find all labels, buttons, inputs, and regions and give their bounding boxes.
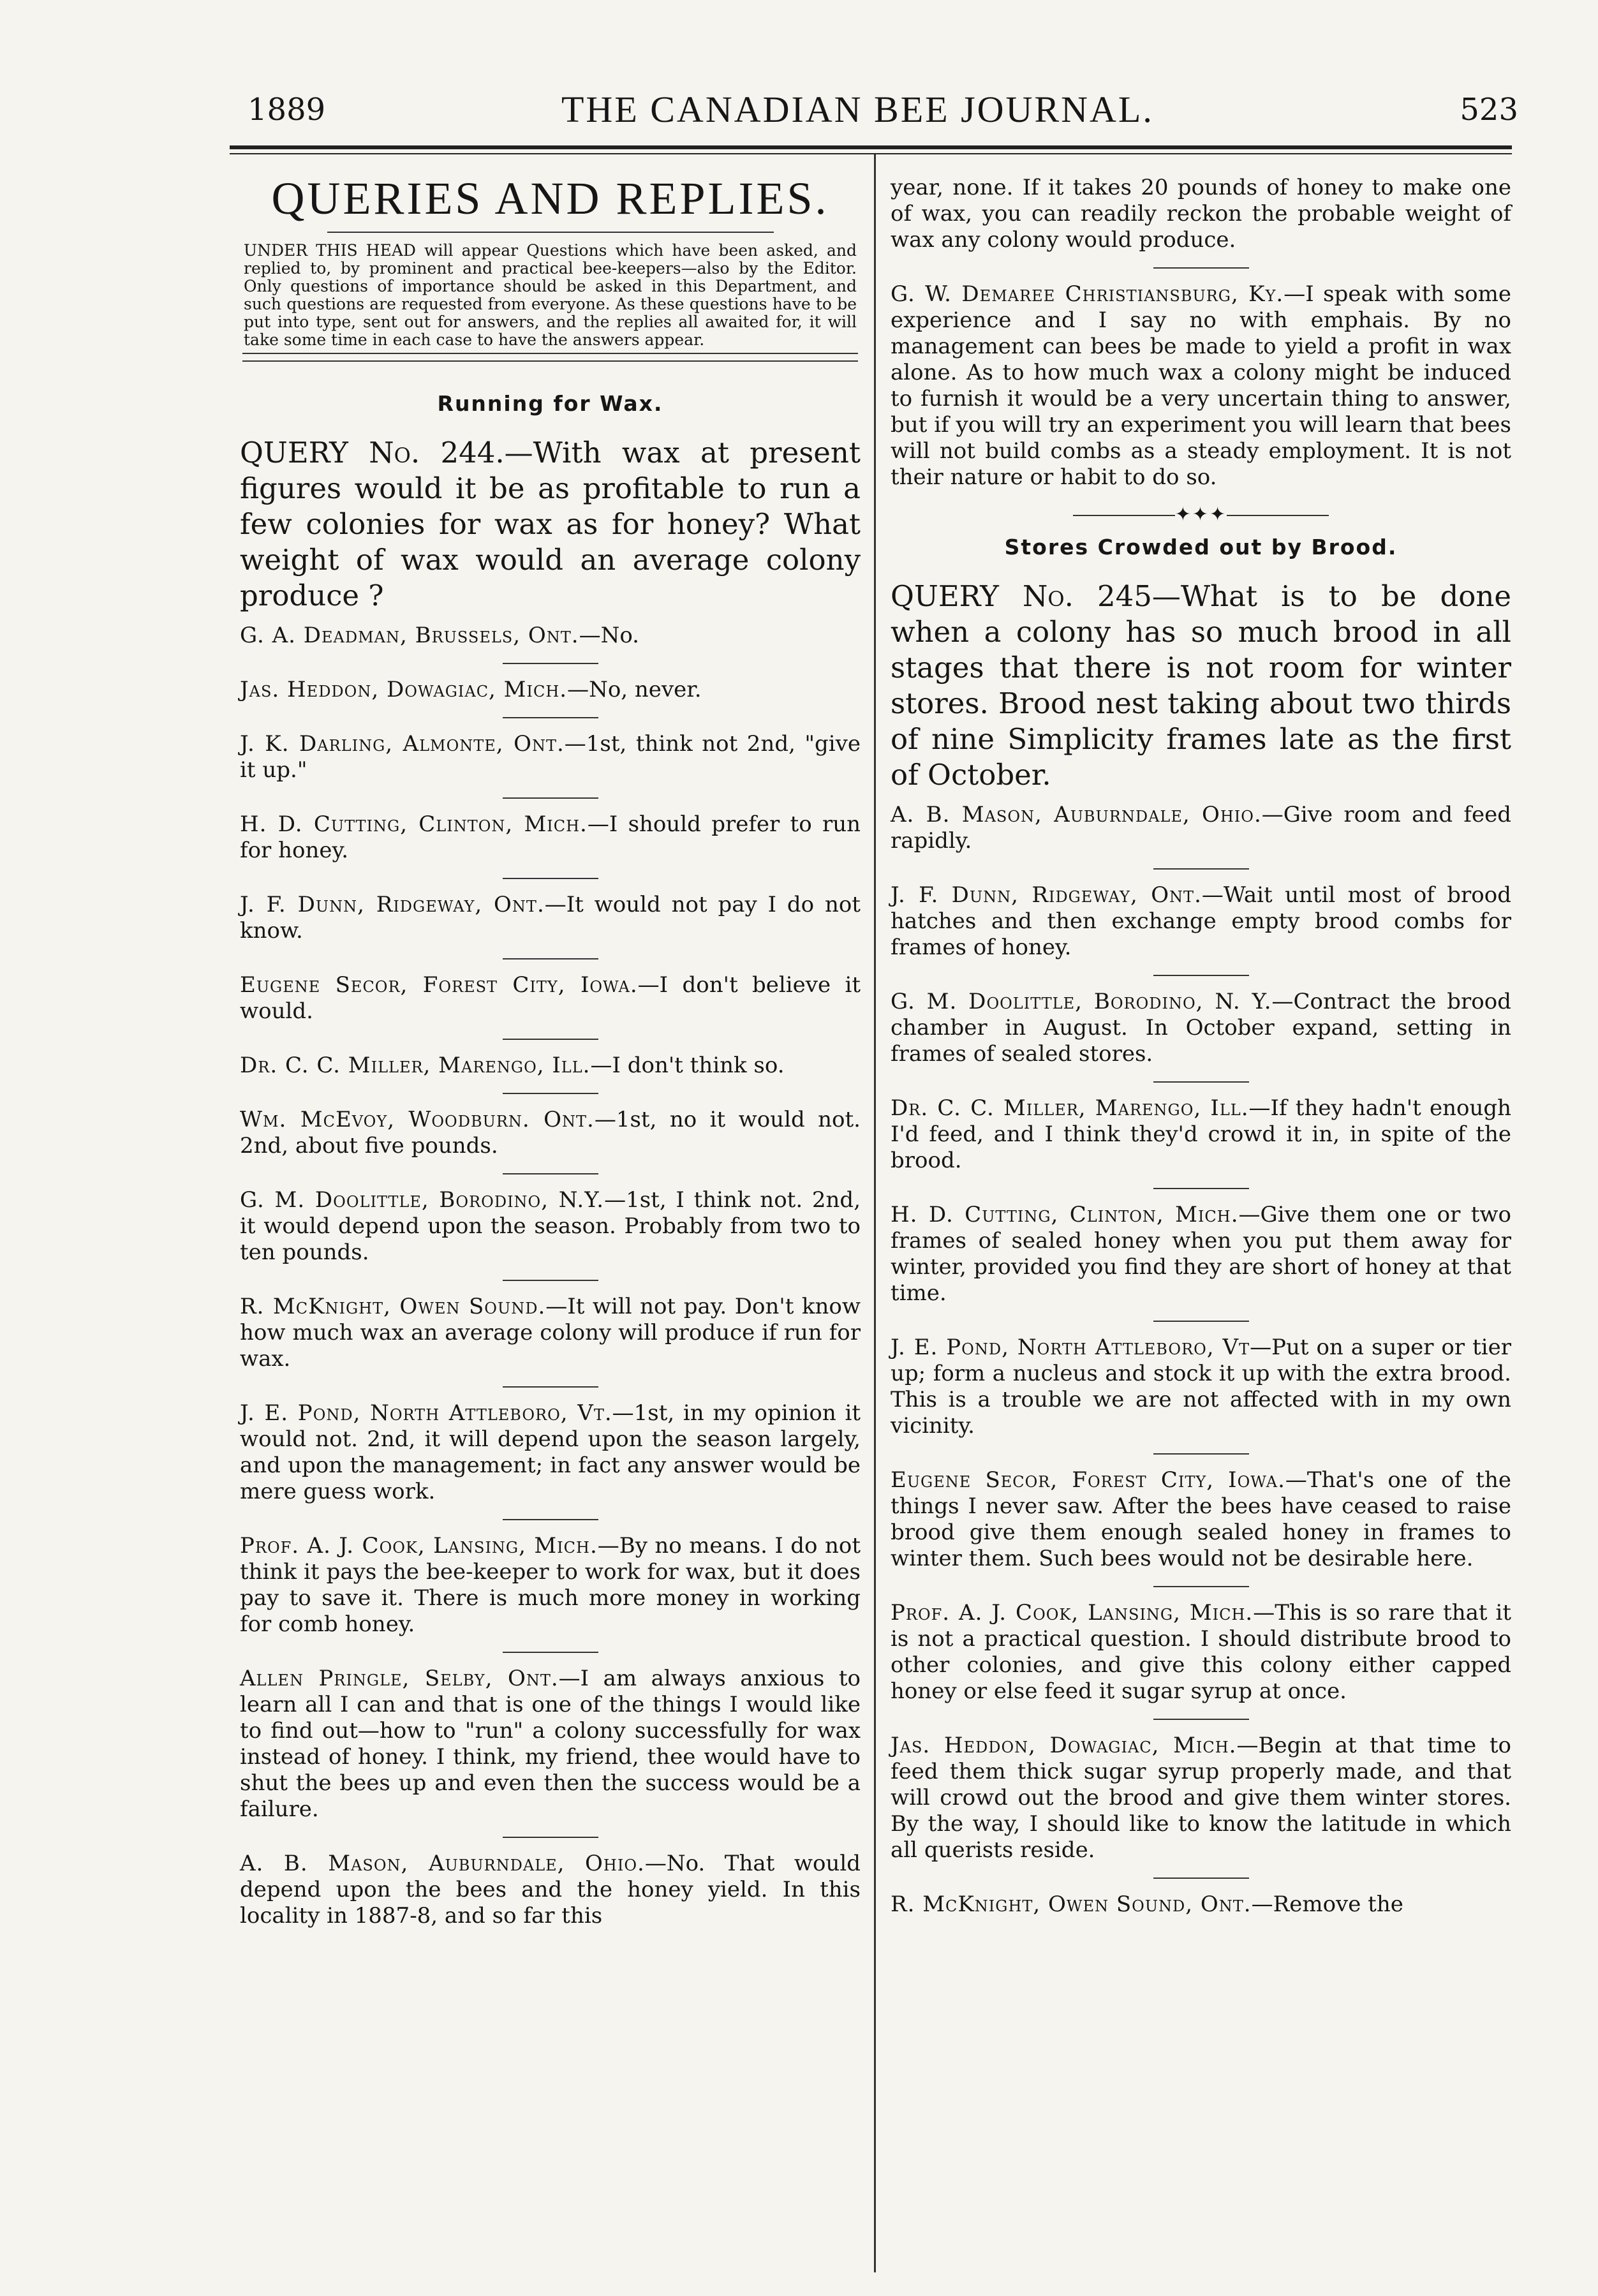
query-label: QUERY No. 244. <box>240 436 505 470</box>
answer-text: —Remove the <box>1251 1892 1403 1917</box>
respondent-name: J. F. Dunn, Ridgeway, Ont. <box>891 882 1202 908</box>
query-244 <box>236 435 864 614</box>
page-header <box>230 83 1531 140</box>
answer-separator <box>1153 1081 1249 1083</box>
respondent-name: J. E. Pond, North Attleboro, Vt. <box>240 1400 612 1426</box>
respondent-name: R. McKnight, Owen Sound, Ont. <box>891 1892 1252 1917</box>
answer-paragraph <box>887 1733 1515 1863</box>
answer-separator <box>1153 1453 1249 1455</box>
answer-separator <box>503 878 598 879</box>
answer-paragraph <box>236 972 864 1025</box>
respondent-name: A. B. Mason, Auburndale, Ohio. <box>891 802 1262 827</box>
answer-separator <box>503 663 598 664</box>
respondent-name: A. B. Mason, Auburndale, Ohio. <box>240 1851 645 1876</box>
answer-paragraph <box>236 1187 864 1266</box>
respondent-name: Eugene Secor, Forest City, Iowa. <box>240 972 638 998</box>
query-244-answers-continued <box>887 267 1515 491</box>
answer-text: —I don't think so. <box>590 1053 785 1078</box>
left-column <box>236 159 864 1929</box>
answer-text: —1st, I think not. 2nd, it would depend upon the season. Probably from two to ten pounds. <box>240 1187 861 1265</box>
right-column <box>887 159 1515 1918</box>
answer-separator <box>1153 267 1249 269</box>
query-245-answers <box>887 802 1515 1918</box>
answer-text: —1st, no it would not. 2nd, about five pounds. <box>240 1107 861 1159</box>
answer-text: —That's one of the things I never saw. After the bees have ceased to raise brood give them enough sealed honey in frames to winter them. Such bees would not be desirable here. <box>891 1467 1511 1571</box>
answer-paragraph <box>887 1467 1515 1572</box>
answer-separator <box>1153 1878 1249 1879</box>
answer-paragraph <box>887 1892 1515 1918</box>
answer-separator <box>503 797 598 799</box>
answer-text: —Wait until most of brood hatches and then exchange empty brood combs for frames of honey. <box>891 882 1511 960</box>
answer-paragraph <box>887 1335 1515 1439</box>
answer-text: —No. <box>579 623 639 648</box>
respondent-name: Jas. Heddon, Dowagiac, Mich. <box>891 1733 1237 1758</box>
answer-separator <box>1153 975 1249 976</box>
query-245 <box>887 579 1515 793</box>
intro-double-rule <box>242 353 858 362</box>
answer-paragraph <box>236 811 864 864</box>
answer-paragraph <box>236 892 864 944</box>
answer-separator <box>503 1039 598 1040</box>
answer-text: —I am always anxious to learn all I can and that is one of the things I would like to find out—how to "run" a colony successfully for wax instead of honey. I think, my friend, thee would have to shut the bees up and even then the success would be a failure. <box>240 1666 861 1822</box>
header-rule <box>230 145 1512 149</box>
header-rule-thin <box>230 153 1512 154</box>
section-title: QUERIES AND REPLIES. <box>271 173 829 224</box>
respondent-name: Prof. A. J. Cook, Lansing, Mich. <box>240 1533 598 1559</box>
answer-separator <box>503 1386 598 1388</box>
answer-paragraph <box>236 1666 864 1823</box>
respondent-name: Dr. C. C. Miller, Marengo, Ill. <box>891 1095 1249 1121</box>
answer-text: —This is so rare that it is not a practical question. I should distribute brood to other colonies, and give this colony either capped honey or else feed it sugar syrup at once. <box>891 1600 1512 1704</box>
query-text: —With wax at present figures would it be as profitable to run a few colonies for wax as for honey? What weight of wax would an average colony produce ? <box>240 436 861 612</box>
respondent-name: J. K. Darling, Almonte, Ont. <box>240 731 565 757</box>
answer-text: —By no means. I do not think it pays the bee-keeper to work for wax, but it does pay to save it. There is much more money in working for comb honey. <box>240 1533 861 1637</box>
answer-text: —If they hadn't enough I'd feed, and I think they'd crowd it in, in spite of the brood. <box>891 1095 1512 1173</box>
answer-paragraph <box>236 1053 864 1079</box>
answer-text: —I don't believe it would. <box>240 972 861 1024</box>
respondent-name: Wm. McEvoy, Woodburn. Ont. <box>240 1107 595 1132</box>
answer-paragraph <box>236 623 864 649</box>
answer-paragraph <box>236 1294 864 1372</box>
answer-text: —Contract the brood chamber in August. In October expand, setting in frames of sealed stores. <box>891 989 1511 1067</box>
answer-paragraph <box>887 281 1515 491</box>
answer-separator <box>503 1519 598 1520</box>
answer-text: —Give them one or two frames of sealed honey when you put them away for winter, provided you find they are short of honey at that time. <box>891 1202 1511 1306</box>
query-label: QUERY No. 245 <box>891 579 1152 613</box>
answer-separator <box>1153 1321 1249 1322</box>
title-rule <box>327 232 774 233</box>
answer-continuation: year, none. If it takes 20 pounds of honey to make one of wax, you can readily reckon the probable weight of wax any colony would produce. <box>891 175 1511 253</box>
query-text: —What is to be done when a colony has so much brood in all stages that there is not room for winter stores. Brood nest taking about two thirds of nine Simplicity frames late as the first of October. <box>891 579 1511 792</box>
answer-text: —Put on a super or tier up; form a nucleus and stock it up with the extra brood. This is a trouble we are not affected with in my own vicinity. <box>891 1335 1511 1439</box>
answer-text: —Begin at that time to feed them thick sugar syrup properly made, and that will crowd out the brood and give them winter stores. By the way, I should like to know the latitude in which all querists reside. <box>891 1733 1511 1863</box>
answer-separator <box>503 1837 598 1838</box>
answer-separator <box>1153 1188 1249 1189</box>
query-244-heading: Running for Wax. <box>437 391 663 416</box>
respondent-name: G. M. Doolittle, Borodino, N.Y. <box>240 1187 605 1213</box>
answer-paragraph <box>236 1851 864 1929</box>
answer-separator <box>503 1652 598 1653</box>
answer-separator <box>503 1280 598 1281</box>
answer-text: —Give room and feed rapidly. <box>891 802 1511 854</box>
answer-text: —It would not pay I do not know. <box>240 892 861 944</box>
answer-paragraph <box>887 1202 1515 1307</box>
answer-separator <box>1153 1586 1249 1587</box>
respondent-name: Dr. C. C. Miller, Marengo, Ill. <box>240 1053 591 1078</box>
answer-separator <box>503 717 598 718</box>
answer-paragraph <box>236 677 864 703</box>
answer-paragraph <box>236 1107 864 1159</box>
section-ornament: ✦✦✦ <box>887 503 1515 526</box>
answer-paragraph <box>236 1533 864 1638</box>
answer-paragraph <box>887 802 1515 854</box>
respondent-name: R. McKnight, Owen Sound. <box>240 1294 546 1319</box>
answer-text: —No. That would depend upon the bees and the honey yield. In this locality in 1887-8, and so far this <box>240 1851 861 1929</box>
answer-paragraph <box>236 731 864 783</box>
section-intro: UNDER THIS HEAD will appear Questions which have been asked, and replied to, by prominent and practical bee-keepers—also by the Editor. Only questions of importance should be asked in this Department, and such questions are requested from everyone. As these questions have to be put into type, sent out for answers, and the replies all awaited for, it will take some time in each case to have the answers appear. <box>244 241 857 349</box>
answer-text: —I should prefer to run for honey. <box>240 811 861 863</box>
answer-paragraph <box>887 1095 1515 1174</box>
respondent-name: J. F. Dunn, Ridgeway, Ont. <box>240 892 545 917</box>
respondent-name: G. M. Doolittle, Borodino, N. Y. <box>891 989 1272 1014</box>
answer-separator <box>503 1093 598 1094</box>
respondent-name: J. E. Pond, North Attleboro, Vt <box>891 1335 1250 1360</box>
query-244-answers <box>236 623 864 1929</box>
respondent-name: H. D. Cutting, Clinton, Mich. <box>240 811 588 837</box>
journal-title: THE CANADIAN BEE JOURNAL. <box>561 89 1154 130</box>
answer-text: —No, never. <box>567 677 702 702</box>
answer-paragraph <box>887 1600 1515 1705</box>
respondent-name: Jas. Heddon, Dowagiac, Mich. <box>240 677 568 702</box>
answer-text: —1st, in my opinion it would not. 2nd, it will depend upon the season largely, and upon the management; in fact any answer would be mere guess work. <box>240 1400 861 1504</box>
answer-separator <box>1153 868 1249 870</box>
respondent-name: G. A. Deadman, Brussels, Ont. <box>240 623 579 648</box>
answer-text: —I speak with some experience and I say no with emphais. By no management can bees be made to yield a profit in wax alone. As to how much wax a colony might be induced to furnish it would be a very uncertain thing to answer, but if you will try an experiment you will learn that bees will not build combs as a steady employment. It is not their nature or habit to do so. <box>891 281 1511 490</box>
respondent-name: Eugene Secor, Forest City, Iowa. <box>891 1467 1285 1493</box>
respondent-name: G. W. Demaree Christiansburg, Ky. <box>891 281 1284 307</box>
answer-text: —1st, think not 2nd, "give it up." <box>240 731 861 783</box>
answer-separator <box>1153 1719 1249 1720</box>
column-divider <box>874 154 876 2272</box>
answer-paragraph <box>887 882 1515 961</box>
answer-paragraph <box>236 1400 864 1505</box>
query-245-heading: Stores Crowded out by Brood. <box>1004 535 1398 559</box>
answer-text: —It will not pay. Don't know how much wax an average colony will produce if run for wax. <box>240 1294 861 1372</box>
header-year: 1889 <box>248 92 326 128</box>
respondent-name: Allen Pringle, Selby, Ont. <box>240 1666 559 1691</box>
respondent-name: H. D. Cutting, Clinton, Mich. <box>891 1202 1239 1227</box>
answer-paragraph <box>887 989 1515 1067</box>
answer-separator <box>503 1173 598 1174</box>
page-number: 523 <box>1460 92 1518 128</box>
answer-separator <box>503 958 598 959</box>
respondent-name: Prof. A. J. Cook, Lansing, Mich. <box>891 1600 1254 1626</box>
